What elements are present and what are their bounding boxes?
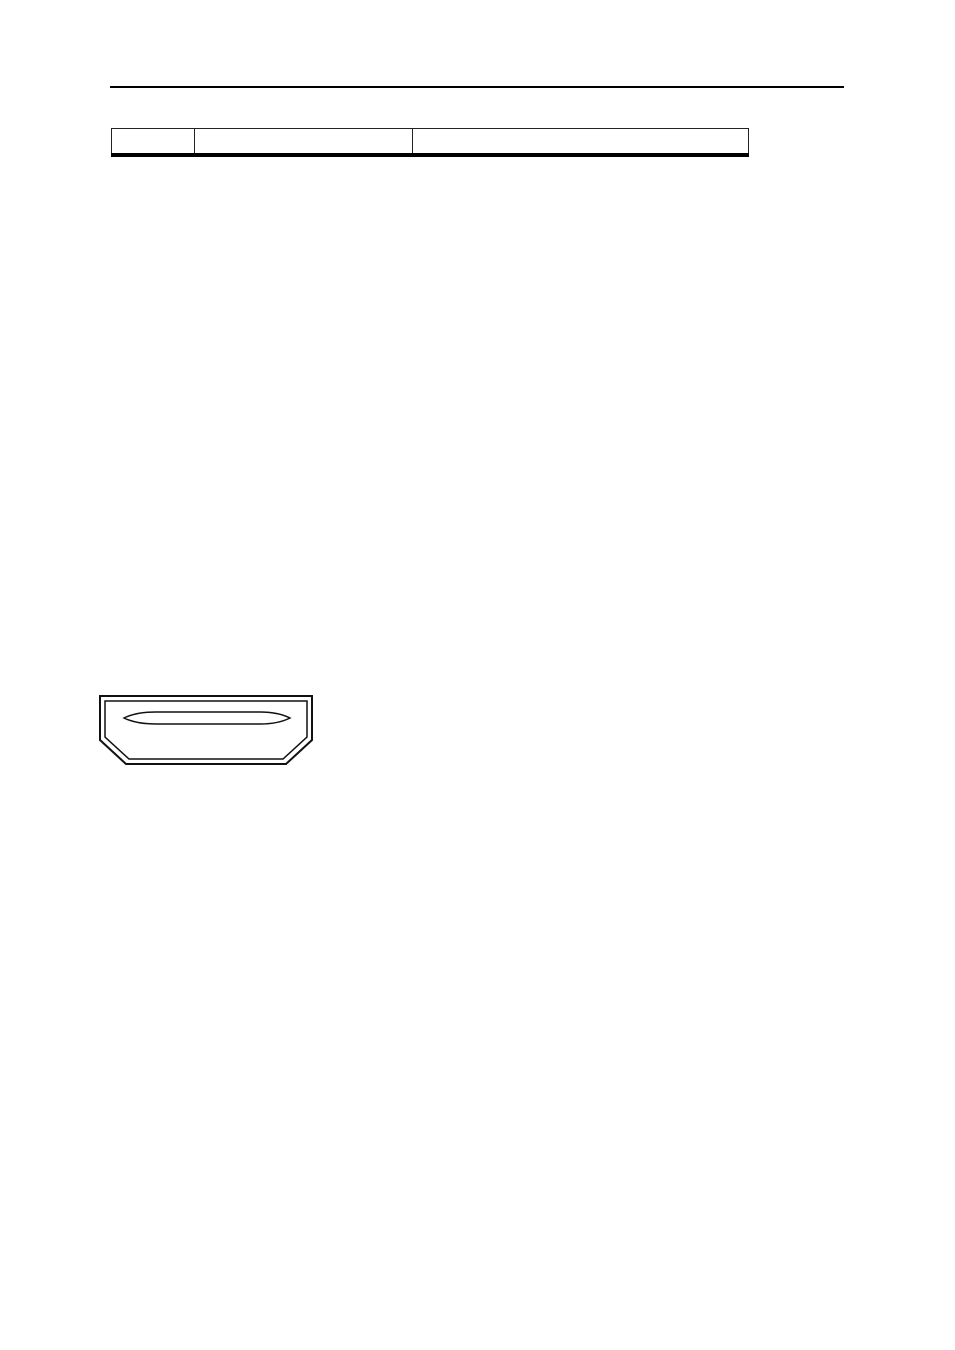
header-mnemonic — [195, 129, 413, 156]
header-signal — [413, 129, 749, 156]
displayport-connector-icon — [96, 676, 318, 780]
connector-diagram — [96, 676, 318, 780]
header-pin — [112, 129, 195, 156]
pin-assignment-table — [111, 128, 749, 157]
header-rule — [110, 86, 844, 88]
table-header-row — [112, 129, 749, 156]
